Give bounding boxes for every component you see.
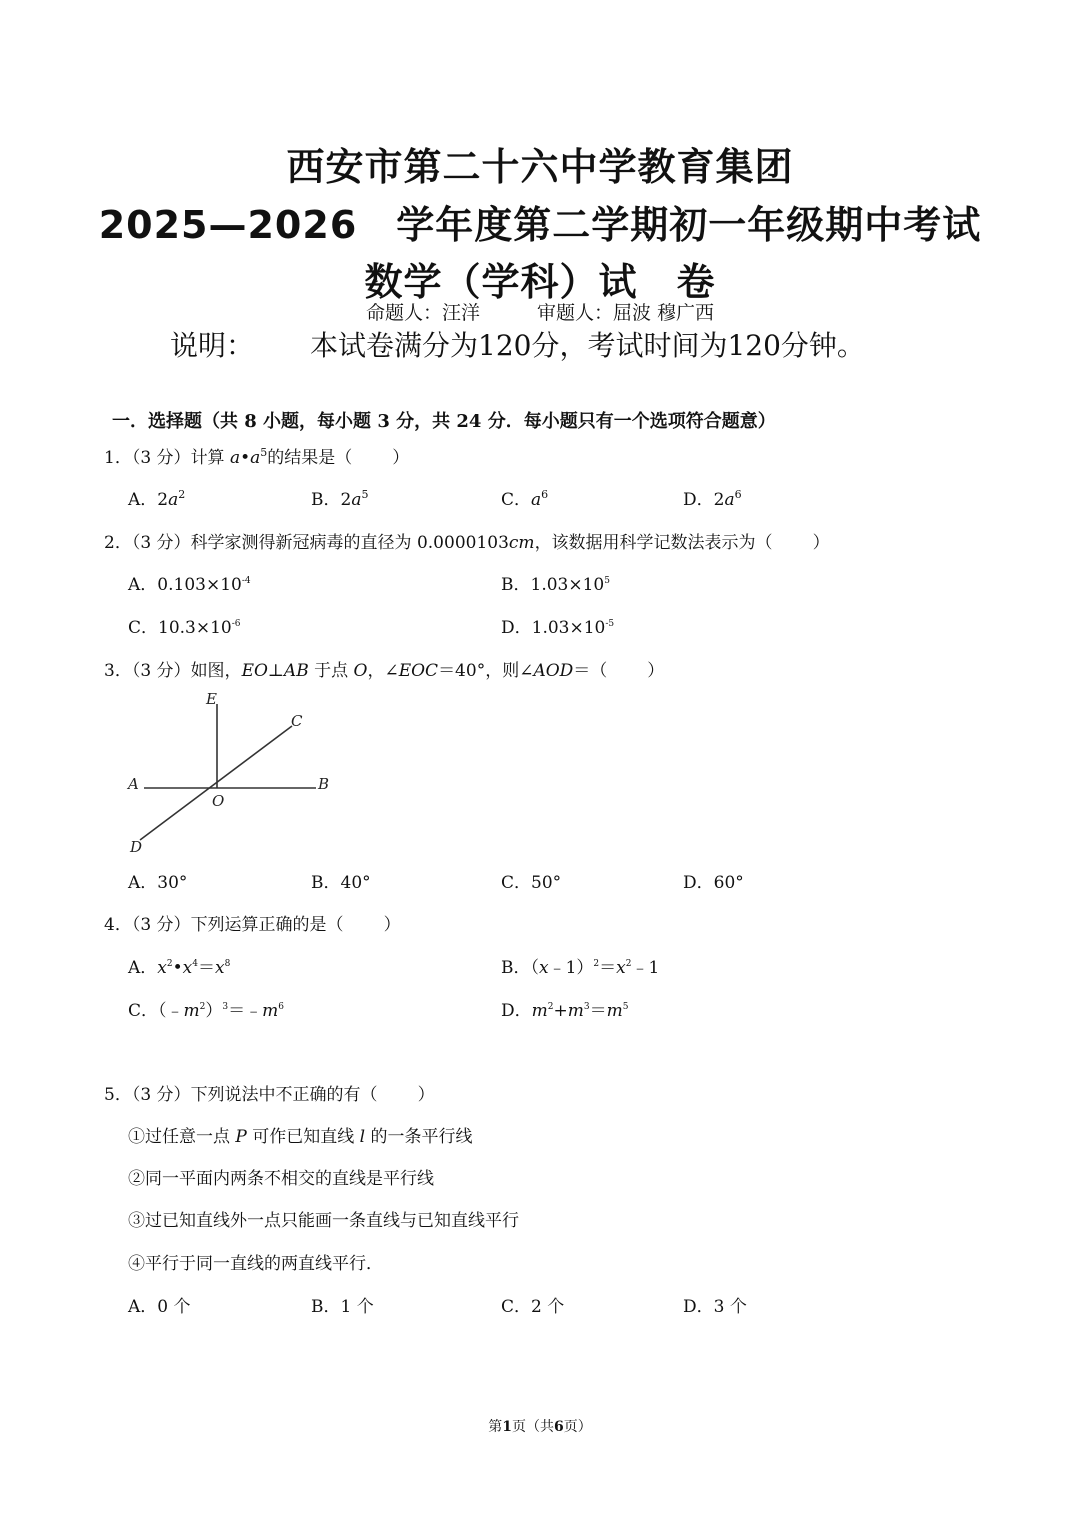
question-3-close-paren: ） — [647, 661, 665, 681]
footer-page-number: 1 — [502, 1419, 512, 1435]
label-e: E — [206, 690, 217, 708]
instructions-text: 本试卷满分为120分，考试时间为120分钟。 — [310, 329, 865, 362]
section-heading-multiple-choice: 一．选择题（共 8 小题，每小题 3 分，共 24 分．每小题只有一个选项符合题意） — [112, 411, 776, 432]
q5-statement-1: ①过任意一点 P 可作已知直线 l 的一条平行线 — [128, 1127, 473, 1147]
footer-text: 页） — [563, 1419, 592, 1435]
question-2-stem — [104, 528, 830, 553]
q4-option-d: D．$m^2+m^3=m^5$ — [501, 1001, 629, 1021]
question-3-text: ＝40°，则 — [438, 661, 520, 681]
q2-option-d: D．$1.03\times 10^{-5}$ — [501, 618, 615, 638]
label-d: D — [130, 838, 143, 856]
footer-total-pages: 6 — [554, 1419, 564, 1435]
exam-title-line1: 西安市第二十六中学教育集团 — [286, 145, 794, 189]
question-4-score: （3 分） — [131, 915, 191, 935]
q3-option-d: D．60° — [683, 873, 744, 893]
line-cd — [140, 726, 292, 840]
q3-geometry-figure — [120, 684, 350, 859]
question-3-angle: ∠EOC — [384, 661, 439, 681]
q4-option-c: C．$(﹣m^2)^3=﹣m^6$ — [128, 1001, 284, 1021]
question-4-number: 4． — [104, 915, 132, 935]
q4-option-b: B．$(x﹣1)^2=x^2﹣1$ — [501, 958, 660, 978]
q2-option-c: C．$10.3\times 10^{-6}$ — [128, 618, 241, 638]
exam-title-line3: 数学（学科）试 卷 — [364, 260, 716, 304]
question-5-text: 下列说法中不正确的有（ — [190, 1085, 378, 1105]
question-1-text: 计算 — [190, 448, 230, 468]
question-3-var: AB — [283, 661, 309, 681]
question-3-var: EO — [241, 661, 268, 681]
q5-statement-4: ④平行于同一直线的两直线平行． — [128, 1254, 383, 1274]
question-5-number: 5． — [104, 1085, 132, 1105]
q1-option-a: A．$2a^2$ — [128, 488, 186, 510]
instructions-label: 说明： — [170, 329, 255, 362]
q1-option-d: D．$2a^6$ — [683, 488, 742, 510]
q5-option-b: B．1 个 — [311, 1297, 374, 1317]
question-1-dot: • — [240, 448, 251, 468]
question-1-var: a — [250, 448, 261, 468]
question-3-score: （3 分） — [131, 661, 191, 681]
question-2-unit: cm — [508, 533, 535, 553]
question-3-text: ＝（ — [573, 661, 608, 681]
q3-option-c: C．50° — [501, 873, 562, 893]
question-3-angle: ∠AOD — [519, 661, 574, 681]
exam-instructions — [170, 324, 865, 364]
label-b: B — [318, 775, 330, 793]
footer-text: 页（共 — [512, 1419, 554, 1435]
q2-option-a: A．$0.103\times 10^{-4}$ — [128, 575, 251, 595]
question-2-score: （3 分） — [131, 533, 191, 553]
question-1-score: （3 分） — [131, 448, 191, 468]
question-3-var: O — [353, 661, 368, 681]
question-4-text: 下列运算正确的是（ — [190, 915, 344, 935]
question-3-perp-symbol: ⊥ — [267, 661, 284, 681]
page-footer — [0, 1416, 1080, 1436]
question-2-number: 2． — [104, 533, 132, 553]
question-1-stem — [104, 443, 409, 468]
question-4-stem — [104, 910, 401, 935]
footer-text: 第 — [488, 1419, 503, 1435]
q5-option-c: C．2 个 — [501, 1297, 565, 1317]
q5-option-d: D．3 个 — [683, 1297, 747, 1317]
question-3-text: 如图， — [190, 661, 242, 681]
question-1-var: a — [229, 448, 241, 468]
question-5-close-paren: ） — [417, 1085, 435, 1105]
question-1-close-paren: ） — [392, 448, 410, 468]
question-3-text: 于点 — [308, 661, 354, 681]
q1-option-b: B．$2a^5$ — [311, 488, 369, 510]
question-3-number: 3． — [104, 661, 132, 681]
q5-option-a: A．0 个 — [128, 1297, 191, 1317]
question-1-text: 的结果是（ — [267, 448, 353, 468]
q3-option-a: A．30° — [128, 873, 188, 893]
question-3-stem — [104, 656, 664, 681]
question-2-close-paren: ） — [812, 533, 830, 553]
question-5-stem — [104, 1080, 435, 1105]
question-2-text: ，该数据用科学记数法表示为（ — [534, 533, 773, 553]
question-5-score: （3 分） — [131, 1085, 191, 1105]
q2-option-b: B．$1.03\times 10^5$ — [501, 575, 610, 595]
exam-authors: 命题人：汪洋 审题人：屈波 穆广西 — [365, 302, 715, 324]
q5-statement-3: ③过已知直线外一点只能画一条直线与已知直线平行 — [128, 1211, 519, 1231]
q4-option-a: A．$x^2•x^4=x^8$ — [128, 958, 231, 978]
question-3-text: ， — [367, 661, 385, 681]
exam-title-line2: 2025—2026 学年度第二学期初一年级期中考试 — [98, 203, 982, 247]
label-o: O — [212, 792, 225, 810]
label-a: A — [128, 775, 139, 793]
question-2-text: 科学家测得新冠病毒的直径为 0.0000103 — [190, 533, 509, 553]
question-4-close-paren: ） — [383, 915, 401, 935]
q3-option-b: B．40° — [311, 873, 371, 893]
q5-statement-2: ②同一平面内两条不相交的直线是平行线 — [128, 1169, 434, 1189]
q1-option-c: C．$a^6$ — [501, 488, 549, 510]
question-1-number: 1． — [104, 448, 132, 468]
question-1-exponent: 5 — [260, 446, 268, 459]
label-c: C — [291, 712, 303, 730]
